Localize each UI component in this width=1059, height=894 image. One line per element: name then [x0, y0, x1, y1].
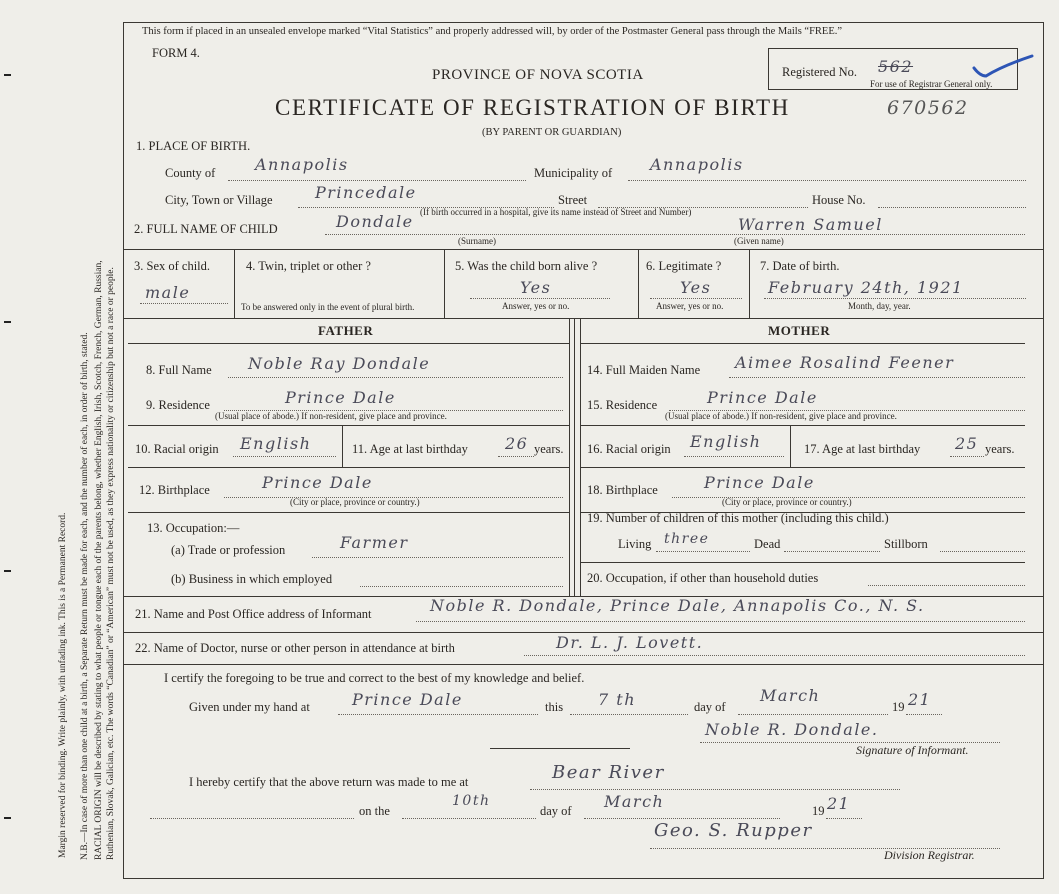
doctor-value: Dr. L. J. Lovett.: [556, 633, 704, 652]
informant-signature-caption: Signature of Informant.: [856, 743, 969, 757]
mother-racial-label: 16. Racial origin: [587, 442, 671, 456]
sex-value: male: [145, 283, 191, 302]
month-value: March: [760, 686, 821, 705]
place-section-label: 1. PLACE OF BIRTH.: [136, 139, 251, 153]
legitimate-value: Yes: [680, 278, 712, 297]
living-label: Living: [618, 537, 652, 551]
alive-label: 5. Was the child born alive ?: [455, 259, 598, 273]
nb-note: N.B.—In case of more than one child at a birth, a Separate Return must be made for each, and the number of each, in order of birth, stated.: [80, 332, 90, 860]
margin-tick: [4, 570, 11, 572]
registrar-month-value: March: [604, 792, 665, 811]
municipality-label: Municipality of: [534, 166, 613, 180]
margin-tick: [4, 74, 11, 76]
doctor-label: 22. Name of Doctor, nurse or other person in attendance at birth: [135, 641, 455, 655]
father-birthplace-caption: (City or place, province or country.): [290, 497, 420, 507]
father-residence-value: Prince Dale: [285, 388, 396, 407]
given-place-value: Prince Dale: [352, 690, 463, 709]
alive-value: Yes: [520, 278, 552, 297]
child-name-label: 2. FULL NAME OF CHILD: [134, 222, 278, 236]
mother-birthplace-caption: (City or place, province or country.): [722, 497, 852, 507]
form-number: FORM 4.: [152, 46, 200, 60]
registrar-certify-statement: I hereby certify that the above return was made to me at: [189, 775, 469, 789]
date-of-birth-value: February 24th, 1921: [768, 278, 964, 297]
hospital-note: (If birth occurred in a hospital, give its name instead of Street and Number): [420, 207, 692, 217]
county-value: Annapolis: [255, 155, 349, 174]
mother-residence-caption: (Usual place of abode.) If non-resident, give place and province.: [665, 411, 897, 421]
father-name-label: 8. Full Name: [146, 363, 212, 377]
registrar-only-note: For use of Registrar General only.: [870, 79, 993, 89]
registrar-signature: Geo. S. Rupper: [654, 820, 813, 841]
registered-number: 562: [878, 57, 914, 76]
alive-caption: Answer, yes or no.: [502, 301, 570, 311]
mother-age-value: 25: [955, 434, 979, 453]
this-day-value: 7 th: [598, 690, 636, 709]
living-value: three: [664, 531, 710, 547]
mother-age-unit: years.: [985, 442, 1015, 456]
trade-value: Farmer: [340, 533, 409, 552]
stillborn-label: Stillborn: [884, 537, 928, 551]
trade-label: (a) Trade or profession: [171, 543, 286, 557]
legitimate-caption: Answer, yes or no.: [656, 301, 724, 311]
mother-birthplace-value: Prince Dale: [704, 473, 815, 492]
father-heading: FATHER: [318, 323, 374, 338]
postal-notice: This form if placed in an unsealed envelope marked “Vital Statistics” and properly addressed will, by order of the Postmaster General pass through the Mails “FREE.”: [142, 26, 843, 37]
sex-label: 3. Sex of child.: [134, 259, 211, 273]
certificate-subtitle: (BY PARENT OR GUARDIAN): [482, 127, 622, 138]
mother-racial-value: English: [690, 432, 762, 451]
father-residence-caption: (Usual place of abode.) If non-resident, give place and province.: [215, 411, 447, 421]
city-label: City, Town or Village: [165, 193, 273, 207]
house-number-label: House No.: [812, 193, 866, 207]
father-racial-value: English: [240, 434, 312, 453]
mother-residence-value: Prince Dale: [707, 388, 818, 407]
mother-name-label: 14. Full Maiden Name: [587, 363, 701, 377]
county-label: County of: [165, 166, 216, 180]
registrar-year-prefix: 19: [812, 804, 825, 818]
registrar-day-value: 10th: [452, 793, 491, 809]
year-prefix: 19: [892, 700, 905, 714]
mother-age-label: 17. Age at last birthday: [804, 442, 921, 456]
child-given-name: Warren Samuel: [738, 215, 883, 234]
mother-residence-label: 15. Residence: [587, 398, 658, 412]
father-birthplace-label: 12. Birthplace: [139, 483, 210, 497]
registrar-year-value: 21: [827, 794, 851, 813]
surname-caption: (Surname): [458, 236, 496, 246]
mother-heading: MOTHER: [768, 323, 831, 338]
given-name-caption: (Given name): [734, 236, 784, 246]
father-age-value: 26: [505, 434, 529, 453]
year-value: 21: [908, 690, 932, 709]
racial-origin-note-1: RACIAL ORIGIN will be described by stating to what people or tongue each of the parents belong, whether English, Irish, Scotch, French, German, Russian,: [94, 260, 104, 860]
margin-tick: [4, 817, 11, 819]
mother-birthplace-label: 18. Birthplace: [587, 483, 658, 497]
father-residence-label: 9. Residence: [146, 398, 210, 412]
certificate-title: CERTIFICATE OF REGISTRATION OF BIRTH: [275, 95, 790, 120]
business-label: (b) Business in which employed: [171, 572, 333, 586]
legitimate-label: 6. Legitimate ?: [646, 259, 722, 273]
twin-label: 4. Twin, triplet or other ?: [246, 259, 371, 273]
child-surname: Dondale: [336, 212, 414, 231]
father-birthplace-value: Prince Dale: [262, 473, 373, 492]
certificate-serial: 670562: [887, 97, 969, 119]
registrar-day-of-label: day of: [540, 804, 572, 818]
certify-statement: I certify the foregoing to be true and correct to the best of my knowledge and belief.: [164, 671, 585, 685]
margin-tick: [4, 321, 11, 323]
on-the-label: on the: [359, 804, 390, 818]
father-racial-label: 10. Racial origin: [135, 442, 219, 456]
municipality-value: Annapolis: [650, 155, 744, 174]
mother-name-value: Aimee Rosalind Feener: [735, 353, 955, 372]
check-mark-icon: [972, 54, 1034, 80]
date-of-birth-label: 7. Date of birth.: [760, 259, 840, 273]
father-age-unit: years.: [534, 442, 564, 456]
mother-occupation-label: 20. Occupation, if other than household duties: [587, 571, 819, 585]
occupation-label: 13. Occupation:—: [147, 521, 240, 535]
registrar-caption: Division Registrar.: [884, 848, 975, 862]
date-caption: Month, day, year.: [848, 301, 911, 311]
father-name-value: Noble Ray Dondale: [248, 354, 431, 373]
margin-note: Margin reserved for binding. Write plainly, with unfading ink. This is a Permanent Record.: [58, 512, 68, 858]
children-count-label: 19. Number of children of this mother (including this child.): [587, 511, 889, 525]
dead-label: Dead: [754, 537, 781, 551]
province-heading: PROVINCE OF NOVA SCOTIA: [432, 67, 644, 83]
day-of-label: day of: [694, 700, 726, 714]
street-label: Street: [558, 193, 588, 207]
twin-note: To be answered only in the event of plural birth.: [241, 302, 415, 312]
father-age-label: 11. Age at last birthday: [352, 442, 468, 456]
informant-value: Noble R. Dondale, Prince Dale, Annapolis Co., N. S.: [430, 596, 925, 615]
given-under-label: Given under my hand at: [189, 700, 310, 714]
registered-label: Registered No.: [782, 65, 857, 79]
city-value: Princedale: [315, 183, 417, 202]
this-label: this: [545, 700, 564, 714]
registrar-place-value: Bear River: [552, 762, 665, 783]
informant-signature: Noble R. Dondale.: [705, 720, 879, 739]
racial-origin-note-2: Ruthenian, Slovak, Galician, etc. The words “Canadian” or “American” must not be used, as they express nationality or citizenship but not a race or people.: [106, 267, 116, 860]
informant-label: 21. Name and Post Office address of Informant: [135, 607, 372, 621]
